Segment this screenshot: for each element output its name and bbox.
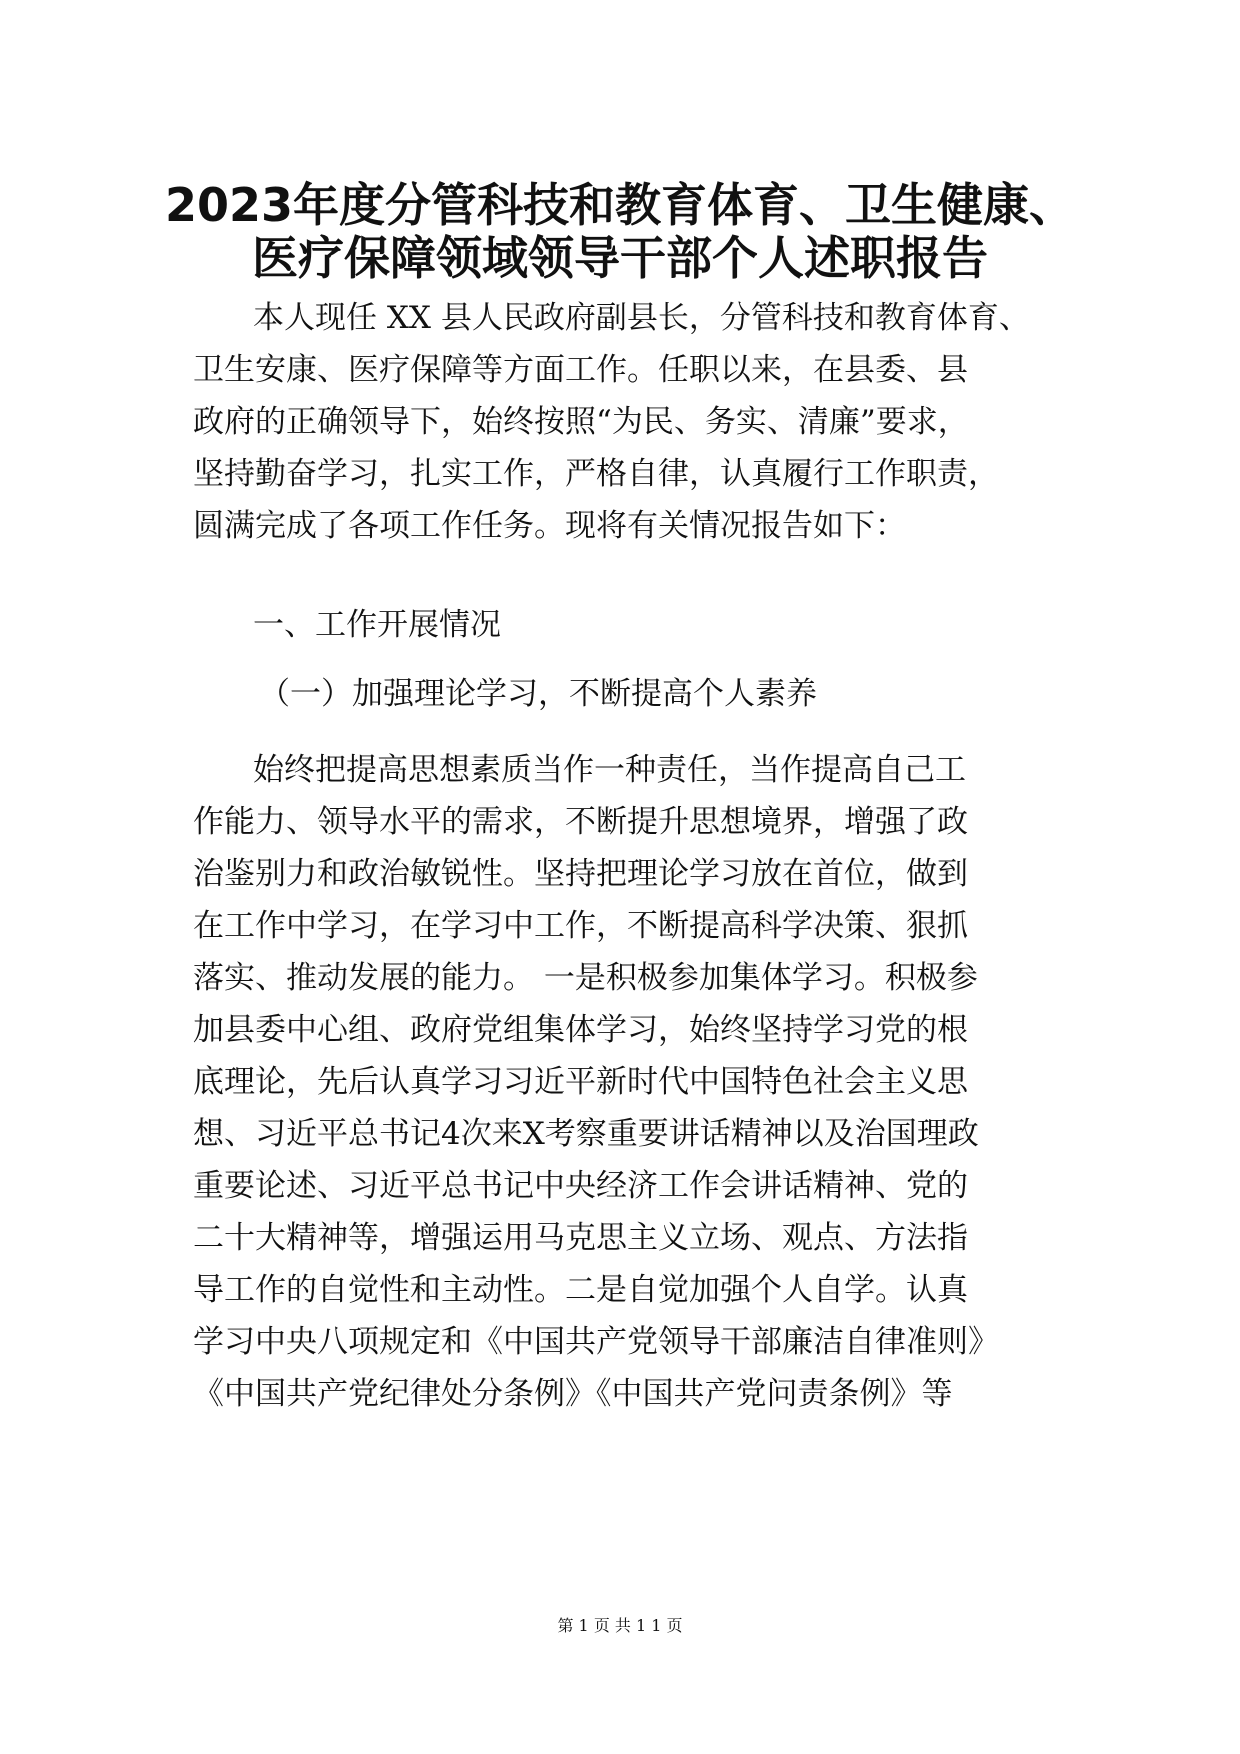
paragraph-line: 导工作的自觉性和主动性。二是自觉加强个人自学。认真 [193,1272,968,1308]
paragraph-line: 学习中央八项规定和《中国共产党领导干部廉洁自律准则》 [193,1324,999,1360]
document-title-line-2: 医疗保障领域领导干部个人述职报告 [252,231,988,285]
subsection-heading: （一）加强理论学习，不断提高个人素养 [259,676,817,712]
paragraph-line: 坚持勤奋学习，扎实工作，严格自律，认真履行工作职责， [193,456,999,492]
paragraph-line: 落实、推动发展的能力。 一是积极参加集体学习。积极参 [193,960,978,996]
paragraph-line: 政府的正确领导下，始终按照“为民、务实、清廉”要求， [193,404,969,440]
paragraph-line: 在工作中学习，在学习中工作，不断提高科学决策、狠抓 [193,908,968,944]
paragraph-line: 卫生安康、医疗保障等方面工作。任职以来，在县委、县 [193,352,968,388]
paragraph-line: 《中国共产党纪律处分条例》《中国共产党问责条例》等 [193,1376,953,1412]
document-title-line-1: 2023年度分管科技和教育体育、卫生健康、 [164,178,1076,232]
paragraph-line: 本人现任 XX 县人民政府副县长，分管科技和教育体育、 [253,300,1030,336]
page-number-footer: 第 1 页 共 1 1 页 [557,1616,683,1635]
paragraph-line: 作能力、领导水平的需求，不断提升思想境界，增强了政 [193,804,968,840]
paragraph-line: 圆满完成了各项工作任务。现将有关情况报告如下： [193,508,906,544]
paragraph-line: 重要论述、习近平总书记中央经济工作会讲话精神、党的 [193,1168,968,1204]
section-heading: 一、工作开展情况 [253,607,501,643]
paragraph-line: 治鉴别力和政治敏锐性。坚持把理论学习放在首位，做到 [193,856,968,892]
paragraph-line: 底理论，先后认真学习习近平新时代中国特色社会主义思 [193,1064,968,1100]
paragraph-line: 想、习近平总书记4次来X考察重要讲话精神以及治国理政 [193,1116,979,1152]
paragraph-line: 加县委中心组、政府党组集体学习，始终坚持学习党的根 [193,1012,968,1048]
paragraph-line: 二十大精神等，增强运用马克思主义立场、观点、方法指 [193,1220,968,1256]
paragraph-line: 始终把提高思想素质当作一种责任，当作提高自己工 [253,752,966,788]
